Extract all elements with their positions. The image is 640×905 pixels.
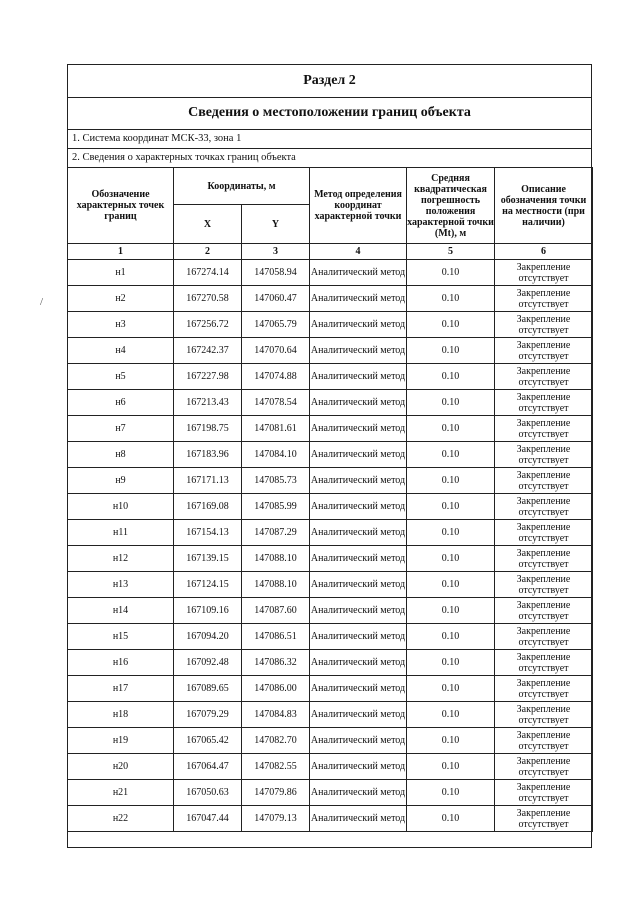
point-cell: н14 bbox=[68, 598, 174, 624]
mt-cell: 0.10 bbox=[407, 780, 495, 806]
method-cell: Аналитический метод bbox=[310, 286, 407, 312]
mt-cell: 0.10 bbox=[407, 624, 495, 650]
description-cell: Закрепление отсутствует bbox=[495, 312, 593, 338]
description-cell: Закрепление отсутствует bbox=[495, 728, 593, 754]
y-cell: 147065.79 bbox=[242, 312, 310, 338]
table-row bbox=[68, 286, 593, 312]
y-cell: 147087.60 bbox=[242, 598, 310, 624]
mt-cell: 0.10 bbox=[407, 494, 495, 520]
point-cell: н10 bbox=[68, 494, 174, 520]
header-y: Y bbox=[242, 205, 310, 244]
point-cell: н9 bbox=[68, 468, 174, 494]
point-cell: н12 bbox=[68, 546, 174, 572]
mt-cell: 0.10 bbox=[407, 520, 495, 546]
y-cell: 147079.13 bbox=[242, 806, 310, 832]
x-cell: 167065.42 bbox=[174, 728, 242, 754]
mt-cell: 0.10 bbox=[407, 442, 495, 468]
mt-cell: 0.10 bbox=[407, 312, 495, 338]
y-cell: 147060.47 bbox=[242, 286, 310, 312]
description-cell: Закрепление отсутствует bbox=[495, 260, 593, 286]
method-cell: Аналитический метод bbox=[310, 312, 407, 338]
table-row bbox=[68, 468, 593, 494]
mt-cell: 0.10 bbox=[407, 702, 495, 728]
col-number: 6 bbox=[495, 244, 593, 260]
x-cell: 167047.44 bbox=[174, 806, 242, 832]
method-cell: Аналитический метод bbox=[310, 754, 407, 780]
mt-cell: 0.10 bbox=[407, 598, 495, 624]
method-cell: Аналитический метод bbox=[310, 780, 407, 806]
document-frame bbox=[67, 64, 592, 848]
description-cell: Закрепление отсутствует bbox=[495, 676, 593, 702]
description-cell: Закрепление отсутствует bbox=[495, 650, 593, 676]
y-cell: 147078.54 bbox=[242, 390, 310, 416]
mt-cell: 0.10 bbox=[407, 286, 495, 312]
description-cell: Закрепление отсутствует bbox=[495, 338, 593, 364]
method-cell: Аналитический метод bbox=[310, 598, 407, 624]
point-cell: н5 bbox=[68, 364, 174, 390]
table-row bbox=[68, 390, 593, 416]
points-table bbox=[67, 167, 593, 850]
table-row bbox=[68, 598, 593, 624]
x-cell: 167094.20 bbox=[174, 624, 242, 650]
points-line: 2. Сведения о характерных точках границ объекта bbox=[68, 148, 591, 168]
header-x: X bbox=[174, 205, 242, 244]
x-cell: 167109.16 bbox=[174, 598, 242, 624]
x-cell: 167079.29 bbox=[174, 702, 242, 728]
method-cell: Аналитический метод bbox=[310, 806, 407, 832]
x-cell: 167089.65 bbox=[174, 676, 242, 702]
point-cell: н20 bbox=[68, 754, 174, 780]
header-coordinates: Координаты, м bbox=[174, 168, 310, 205]
coord-system-line: 1. Система координат МСК-33, зона 1 bbox=[68, 129, 591, 149]
point-cell: н22 bbox=[68, 806, 174, 832]
description-cell: Закрепление отсутствует bbox=[495, 364, 593, 390]
method-cell: Аналитический метод bbox=[310, 520, 407, 546]
method-cell: Аналитический метод bbox=[310, 390, 407, 416]
y-cell: 147088.10 bbox=[242, 572, 310, 598]
point-cell: н7 bbox=[68, 416, 174, 442]
point-cell: н21 bbox=[68, 780, 174, 806]
col-number: 5 bbox=[407, 244, 495, 260]
y-cell: 147086.32 bbox=[242, 650, 310, 676]
x-cell: 167274.14 bbox=[174, 260, 242, 286]
x-cell: 167242.37 bbox=[174, 338, 242, 364]
document-subtitle: Сведения о местоположении границ объекта bbox=[68, 97, 591, 130]
x-cell: 167050.63 bbox=[174, 780, 242, 806]
y-cell: 147074.88 bbox=[242, 364, 310, 390]
table-row bbox=[68, 650, 593, 676]
points-table-body bbox=[68, 260, 593, 832]
point-cell: н11 bbox=[68, 520, 174, 546]
table-row bbox=[68, 546, 593, 572]
y-cell: 147084.10 bbox=[242, 442, 310, 468]
x-cell: 167256.72 bbox=[174, 312, 242, 338]
table-row bbox=[68, 312, 593, 338]
header-accuracy: Средняя квадратическая погрешность положения характерной точки (Mt), м bbox=[407, 168, 495, 244]
point-cell: н18 bbox=[68, 702, 174, 728]
x-cell: 167171.13 bbox=[174, 468, 242, 494]
mt-cell: 0.10 bbox=[407, 364, 495, 390]
mt-cell: 0.10 bbox=[407, 650, 495, 676]
mt-cell: 0.10 bbox=[407, 260, 495, 286]
description-cell: Закрепление отсутствует bbox=[495, 416, 593, 442]
description-cell: Закрепление отсутствует bbox=[495, 546, 593, 572]
column-numbers-row bbox=[68, 244, 593, 260]
method-cell: Аналитический метод bbox=[310, 702, 407, 728]
mt-cell: 0.10 bbox=[407, 572, 495, 598]
col-number: 3 bbox=[242, 244, 310, 260]
table-row bbox=[68, 572, 593, 598]
point-cell: н8 bbox=[68, 442, 174, 468]
point-cell: н19 bbox=[68, 728, 174, 754]
table-row bbox=[68, 702, 593, 728]
table-row bbox=[68, 676, 593, 702]
table-row bbox=[68, 442, 593, 468]
method-cell: Аналитический метод bbox=[310, 338, 407, 364]
table-row bbox=[68, 364, 593, 390]
method-cell: Аналитический метод bbox=[310, 442, 407, 468]
header-designation: Обозначение характерных точек границ bbox=[68, 168, 174, 244]
description-cell: Закрепление отсутствует bbox=[495, 286, 593, 312]
y-cell: 147086.51 bbox=[242, 624, 310, 650]
description-cell: Закрепление отсутствует bbox=[495, 390, 593, 416]
mt-cell: 0.10 bbox=[407, 416, 495, 442]
table-row bbox=[68, 520, 593, 546]
mt-cell: 0.10 bbox=[407, 754, 495, 780]
y-cell: 147058.94 bbox=[242, 260, 310, 286]
y-cell: 147086.00 bbox=[242, 676, 310, 702]
y-cell: 147088.10 bbox=[242, 546, 310, 572]
description-cell: Закрепление отсутствует bbox=[495, 754, 593, 780]
y-cell: 147082.70 bbox=[242, 728, 310, 754]
method-cell: Аналитический метод bbox=[310, 546, 407, 572]
description-cell: Закрепление отсутствует bbox=[495, 598, 593, 624]
mt-cell: 0.10 bbox=[407, 390, 495, 416]
table-row bbox=[68, 624, 593, 650]
table-empty-row bbox=[68, 832, 593, 851]
y-cell: 147079.86 bbox=[242, 780, 310, 806]
table-row bbox=[68, 754, 593, 780]
point-cell: н3 bbox=[68, 312, 174, 338]
mt-cell: 0.10 bbox=[407, 728, 495, 754]
table-row bbox=[68, 494, 593, 520]
description-cell: Закрепление отсутствует bbox=[495, 520, 593, 546]
description-cell: Закрепление отсутствует bbox=[495, 806, 593, 832]
point-cell: н1 bbox=[68, 260, 174, 286]
y-cell: 147082.55 bbox=[242, 754, 310, 780]
mt-cell: 0.10 bbox=[407, 338, 495, 364]
table-row bbox=[68, 728, 593, 754]
y-cell: 147087.29 bbox=[242, 520, 310, 546]
method-cell: Аналитический метод bbox=[310, 468, 407, 494]
x-cell: 167169.08 bbox=[174, 494, 242, 520]
mt-cell: 0.10 bbox=[407, 806, 495, 832]
stray-mark: / bbox=[40, 296, 44, 308]
y-cell: 147085.99 bbox=[242, 494, 310, 520]
description-cell: Закрепление отсутствует bbox=[495, 624, 593, 650]
description-cell: Закрепление отсутствует bbox=[495, 702, 593, 728]
method-cell: Аналитический метод bbox=[310, 728, 407, 754]
x-cell: 167227.98 bbox=[174, 364, 242, 390]
empty-cell bbox=[68, 832, 593, 851]
description-cell: Закрепление отсутствует bbox=[495, 494, 593, 520]
y-cell: 147084.83 bbox=[242, 702, 310, 728]
x-cell: 167213.43 bbox=[174, 390, 242, 416]
x-cell: 167270.58 bbox=[174, 286, 242, 312]
section-title: Раздел 2 bbox=[68, 65, 591, 98]
x-cell: 167092.48 bbox=[174, 650, 242, 676]
header-description: Описание обозначения точки на местности (при наличии) bbox=[495, 168, 593, 244]
y-cell: 147085.73 bbox=[242, 468, 310, 494]
point-cell: н13 bbox=[68, 572, 174, 598]
table-row bbox=[68, 416, 593, 442]
method-cell: Аналитический метод bbox=[310, 416, 407, 442]
point-cell: н17 bbox=[68, 676, 174, 702]
point-cell: н15 bbox=[68, 624, 174, 650]
x-cell: 167154.13 bbox=[174, 520, 242, 546]
description-cell: Закрепление отсутствует bbox=[495, 468, 593, 494]
method-cell: Аналитический метод bbox=[310, 260, 407, 286]
description-cell: Закрепление отсутствует bbox=[495, 442, 593, 468]
method-cell: Аналитический метод bbox=[310, 650, 407, 676]
table-row bbox=[68, 338, 593, 364]
mt-cell: 0.10 bbox=[407, 676, 495, 702]
x-cell: 167124.15 bbox=[174, 572, 242, 598]
description-cell: Закрепление отсутствует bbox=[495, 572, 593, 598]
table-row bbox=[68, 780, 593, 806]
col-number: 1 bbox=[68, 244, 174, 260]
x-cell: 167198.75 bbox=[174, 416, 242, 442]
x-cell: 167064.47 bbox=[174, 754, 242, 780]
table-row bbox=[68, 260, 593, 286]
method-cell: Аналитический метод bbox=[310, 364, 407, 390]
point-cell: н16 bbox=[68, 650, 174, 676]
col-number: 2 bbox=[174, 244, 242, 260]
point-cell: н4 bbox=[68, 338, 174, 364]
description-cell: Закрепление отсутствует bbox=[495, 780, 593, 806]
y-cell: 147070.64 bbox=[242, 338, 310, 364]
method-cell: Аналитический метод bbox=[310, 572, 407, 598]
point-cell: н6 bbox=[68, 390, 174, 416]
x-cell: 167183.96 bbox=[174, 442, 242, 468]
table-row bbox=[68, 806, 593, 832]
mt-cell: 0.10 bbox=[407, 546, 495, 572]
method-cell: Аналитический метод bbox=[310, 624, 407, 650]
method-cell: Аналитический метод bbox=[310, 494, 407, 520]
y-cell: 147081.61 bbox=[242, 416, 310, 442]
method-cell: Аналитический метод bbox=[310, 676, 407, 702]
col-number: 4 bbox=[310, 244, 407, 260]
point-cell: н2 bbox=[68, 286, 174, 312]
header-method: Метод определения координат характерной точки bbox=[310, 168, 407, 244]
x-cell: 167139.15 bbox=[174, 546, 242, 572]
mt-cell: 0.10 bbox=[407, 468, 495, 494]
